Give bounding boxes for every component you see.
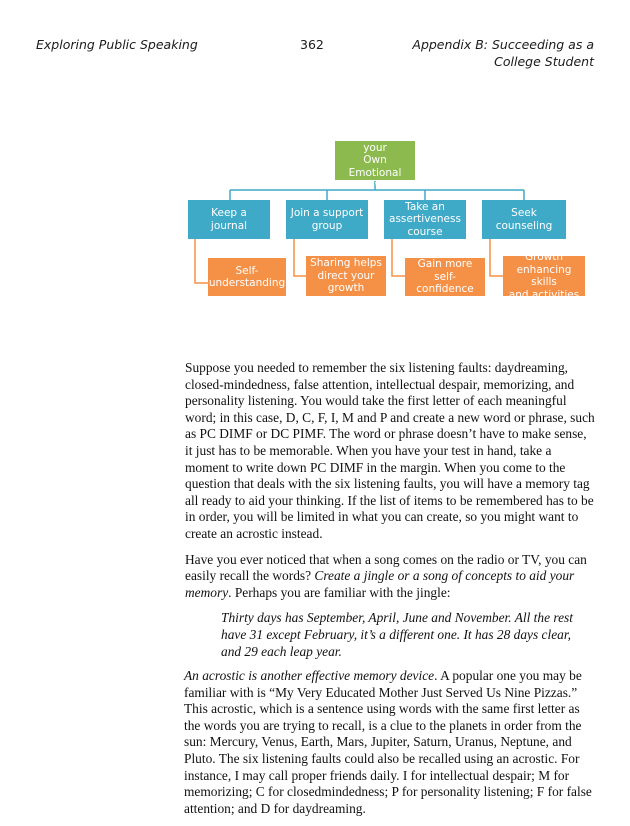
outcome-node-confidence bbox=[405, 258, 485, 296]
connector-outcome-4 bbox=[490, 239, 503, 276]
paragraph-acrostic bbox=[184, 668, 595, 817]
action-label: Keep a journal bbox=[210, 207, 248, 232]
outcome-line-2: enhancing skills bbox=[516, 263, 572, 288]
outcome-node-sharing bbox=[306, 256, 386, 296]
outcome-line-1: Sharing helps bbox=[310, 257, 382, 270]
chapter-line-1: Appendix B: Succeeding as a bbox=[412, 37, 594, 52]
action-node-counseling bbox=[482, 200, 566, 239]
outcome-line-3: growth bbox=[327, 282, 365, 295]
root-line-3: Growth bbox=[355, 179, 394, 192]
root-line-1: Fostering your bbox=[350, 129, 400, 154]
acrostic-text: . A popular one you may be familiar with is “My Very Educated Mother Just Served Us Nine Pizzas.” This acrostic, which is a sentence using words with the same first letter as the words you are trying to recall, is a clue to the planets in order from the sun: Mercury, Venus, Earth, Mars, Jupiter, Saturn, Uranus, Neptune, and Pluto. The six listening faults could also be recalled using an acrostic. For instance, I may call proper friends daily. I for intellectual despair; M for memorizing; C for closedmindedness; P for personality listening; F for false attention; and D for daydreaming. bbox=[184, 668, 592, 816]
action-label-line-1: Take an bbox=[405, 200, 445, 213]
action-label-line-2: assertiveness bbox=[389, 213, 461, 226]
diagram-root-node bbox=[334, 129, 416, 192]
outcome-line-1: Growth bbox=[524, 251, 563, 263]
outcome-node-self-understanding bbox=[208, 258, 286, 296]
acrostic-emphasis: An acrostic is another effective memory device bbox=[184, 668, 435, 684]
outcome-line-1: Gain more self- bbox=[417, 258, 473, 283]
connector-outcome-1 bbox=[195, 239, 208, 283]
jingle-outro: . Perhaps you are familiar with the jingle: bbox=[228, 584, 451, 600]
paragraph-jingle bbox=[185, 552, 595, 602]
outcome-line-2: direct your bbox=[317, 269, 375, 282]
action-node-journal bbox=[188, 200, 270, 239]
action-label-line-1: Join a support bbox=[290, 207, 364, 219]
outcome-line-2: understanding bbox=[208, 277, 286, 289]
paragraph-acronym: Suppose you needed to remember the six listening faults: daydreaming, closed-mindedness, false attention, intellectual despair, memorizing, and personality listening. You would take the first letter of each meaningful word; in this case, D, C, F, I, M and P and create a new word or phrase, such as PC DIMF or DC PIMF. The word or phrase doesn’t have to make sense, it just has to be memorable. When you have your test in hand, take a moment to write down PC DIMF in the margin. When you come to the question that deals with the six listening faults, you will have a memory tag all ready to aid your thinking. If the list of items to be remembered has to be in order, you will be limited in what you can create, so you might want to create an acrostic instead. bbox=[185, 360, 595, 541]
running-header-book-title: Exploring Public Speaking bbox=[36, 37, 198, 52]
page-number: 362 bbox=[300, 37, 324, 52]
connector-outcome-3 bbox=[392, 239, 405, 276]
action-node-assertiveness bbox=[384, 200, 466, 239]
action-node-support-group bbox=[286, 200, 368, 239]
chapter-line-2: College Student bbox=[494, 54, 594, 69]
outcome-line-2: confidence bbox=[416, 283, 474, 296]
outcome-node-growth-skills bbox=[503, 251, 585, 301]
emotional-growth-diagram bbox=[0, 0, 630, 310]
outcome-line-3: and activities bbox=[508, 288, 580, 301]
outcome-line-1: Self- bbox=[235, 264, 259, 277]
body-text bbox=[185, 360, 595, 826]
action-label-line-2: group bbox=[311, 219, 343, 232]
jingle-intro: Have you ever noticed that when a song comes on the radio or TV, you can easily recall the words? bbox=[185, 551, 587, 584]
root-line-2: Own Emotional bbox=[348, 154, 402, 179]
action-label: Seek counseling bbox=[495, 207, 553, 232]
jingle-emphasis: Create a jingle or a song of concepts to aid your memory bbox=[185, 568, 575, 600]
block-quote-jingle: Thirty days has September, April, June and November. All the rest have 31 except February, it’s a different one. It has 28 days clear, and 29 each leap year. bbox=[221, 610, 573, 659]
action-label-line-3: course bbox=[407, 225, 443, 238]
